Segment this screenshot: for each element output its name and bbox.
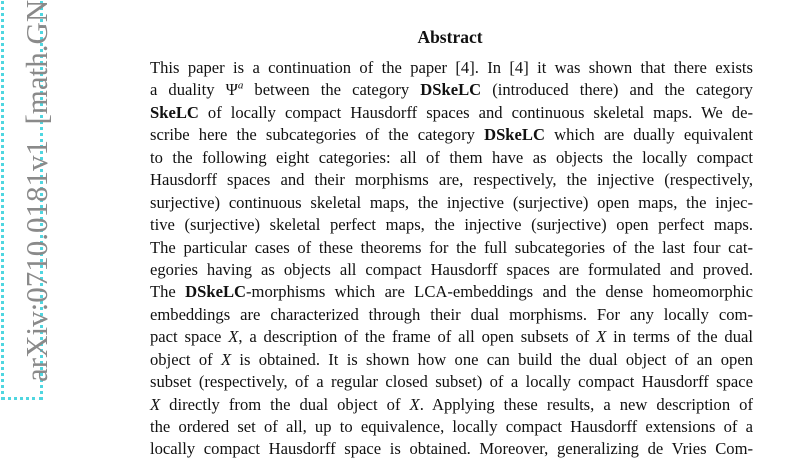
abstract-line (150, 192, 753, 214)
abstract-line (150, 304, 753, 326)
text-run: surjective) continuous skeletal maps, the injective (surjective) open maps, the injec- (150, 192, 753, 212)
abstract-line (150, 124, 753, 146)
text-run: of locally compact Hausdorff spaces and continuous skeletal maps. We de- (198, 102, 753, 122)
text-run: The (150, 282, 186, 302)
abstract-line (150, 169, 753, 191)
text-run: tive (surjective) skeletal perfect maps, the injective (surjective) open perfect maps. (150, 215, 753, 235)
abstract-line (150, 57, 753, 79)
bold-term: DSkeLC (185, 282, 247, 302)
text-run: Hausdorff spaces and their morphisms are, respectively, the injective (respectively, (150, 170, 753, 190)
text-run: . Applying these results, a new description of (419, 394, 753, 414)
text-run: is obtained. It is shown how one can build the dual object of an open (231, 349, 753, 369)
text-run: egories having as objects all compact Hausdorff spaces are formulated and proved. (150, 259, 753, 279)
text-run: object of (150, 349, 221, 369)
math-variable: X (220, 349, 232, 369)
bold-term: SkeLC (150, 102, 199, 122)
abstract-line (150, 214, 753, 236)
bold-term: DSkeLC (420, 80, 482, 100)
math-variable: X (409, 394, 420, 414)
text-run: a duality Ψ (150, 80, 238, 100)
abstract-line (150, 259, 753, 281)
abstract-line (150, 147, 753, 169)
abstract-line (150, 237, 753, 259)
text-run: which are dually equivalent (544, 125, 753, 145)
text-run: This paper is a continuation of the paper [4]. In [4] it was shown that there exists (150, 58, 753, 77)
abstract-line (150, 102, 753, 124)
text-run: locally compact Hausdorff space is obtained. Moreover, generalizing de Vries Com- (150, 439, 753, 459)
abstract-heading: Abstract (417, 27, 483, 47)
math-variable: X (228, 327, 239, 347)
text-run: the ordered set of all, up to equivalence, locally compact Hausdorff extensions of a (150, 417, 753, 436)
math-variable: X (596, 327, 607, 347)
text-run: directly from the dual object of (160, 394, 410, 414)
abstract-line (150, 416, 753, 438)
math-variable: X (150, 394, 161, 414)
text-run: subset (respectively, of a regular closed subset) of a locally compact Hausdorff space (150, 372, 753, 392)
text-run: The particular cases of these theorems for the full subcategories of the last four cat- (150, 237, 753, 257)
text-run: to the following eight categories: all of them have as objects the locally compact (150, 147, 753, 167)
abstract-line (150, 326, 753, 348)
text-run: in terms of the dual (606, 327, 754, 347)
text-run: scribe here the subcategories of the category (150, 125, 485, 145)
text-run: between the category (243, 80, 421, 100)
abstract-line (150, 394, 753, 416)
abstract-line (150, 349, 753, 371)
superscript: a (237, 79, 244, 92)
abstract-line (150, 281, 753, 303)
abstract-line (150, 79, 753, 101)
text-run: , a description of the frame of all open subsets of (238, 327, 597, 347)
abstract-body (150, 57, 753, 461)
text-run: -morphisms which are LCA-embeddings and the dense homeomorphic (246, 282, 753, 302)
abstract-line (150, 371, 753, 393)
bold-term: DSkeLC (484, 125, 545, 145)
text-run: (introduced there) and the category (481, 80, 753, 100)
text-run: embeddings are characterized through their dual morphisms. For any locally com- (150, 304, 753, 324)
arxiv-identifier: arXiv:0710.0181v1 [math.GN (19, 0, 54, 382)
text-run: pact space (150, 327, 229, 347)
